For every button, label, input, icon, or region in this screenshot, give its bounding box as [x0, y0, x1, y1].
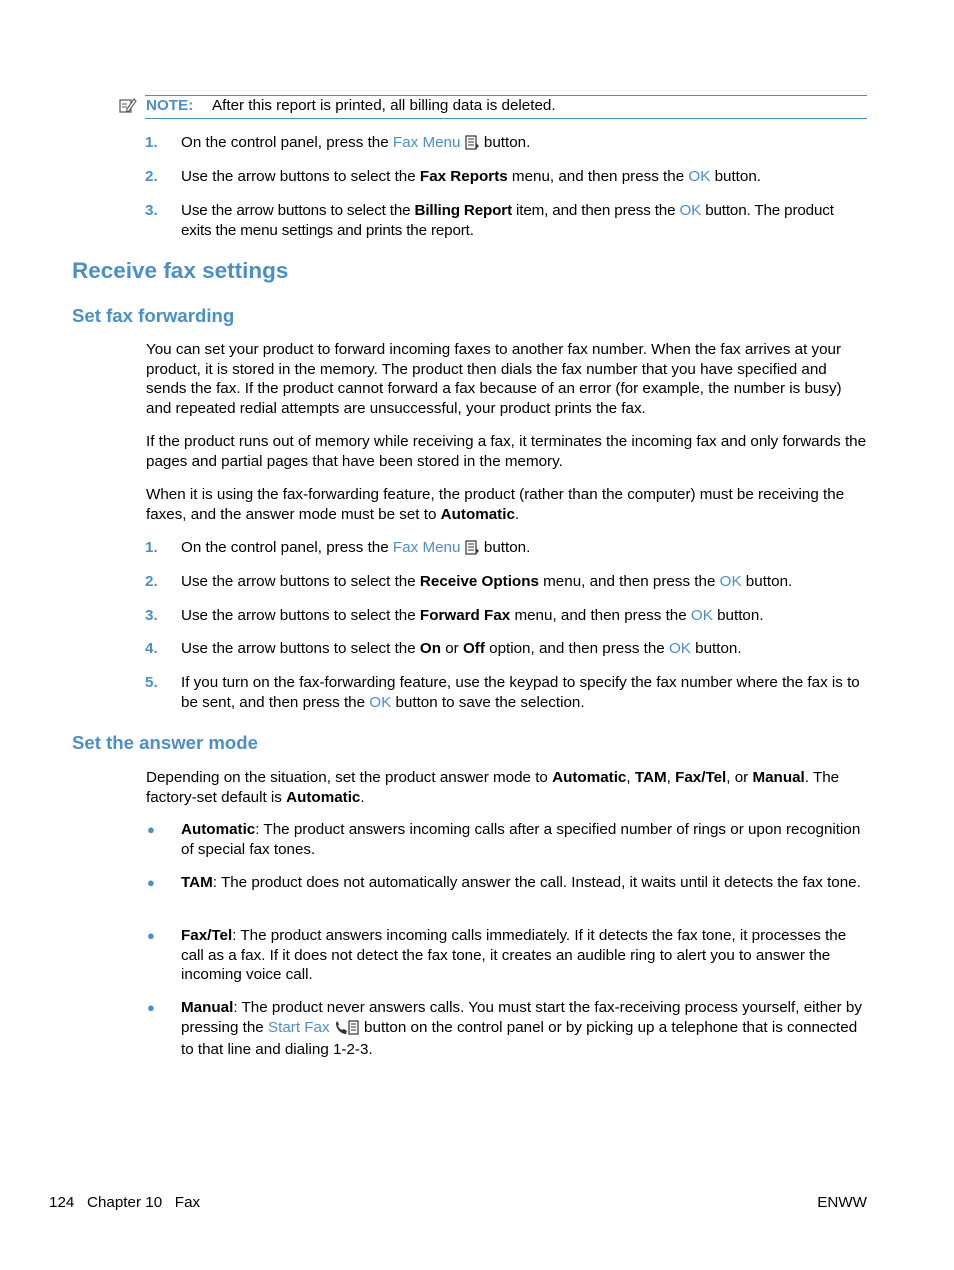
option-off: Off: [462, 640, 485, 657]
step-text: If you turn on the fax-forwarding feature, use the keypad to specify the fax number where the fax is to be sent, and then press the: [181, 674, 860, 711]
step-text-mid: menu, and then press the: [538, 573, 720, 590]
menu-name: Forward Fax: [419, 607, 511, 624]
menu-name: Fax Reports: [419, 168, 508, 185]
menu-name: Billing Report: [414, 202, 512, 219]
step-text: Use the arrow buttons to select the: [181, 573, 420, 590]
step-text: Use the arrow buttons to select the: [181, 202, 415, 219]
para-text-end: .: [514, 505, 520, 523]
start-fax-icon: [334, 1020, 360, 1041]
forward-step-4: [145, 639, 867, 659]
bullet-term: TAM: [181, 874, 213, 891]
forward-step-5: [145, 673, 867, 712]
step-text: On the control panel, press the: [181, 134, 393, 151]
step-text: On the control panel, press the: [181, 539, 393, 556]
step-text-end: button.: [712, 607, 764, 624]
fax-menu-icon: [465, 135, 480, 156]
forwarding-para-1: You can set your product to forward incoming faxes to another fax number. When the fax arrives at your product, it is stored in the memory. The product then dials the fax number that you have specified and sends the fax. If the product cannot forward a fax because of an error (for example, the number is busy) and repeated redial attempts are unsuccessful, your product prints the fax.: [146, 341, 842, 417]
step-text-end: button.: [479, 134, 531, 151]
bullet-tam: [145, 873, 867, 893]
step-text: Use the arrow buttons to select the: [181, 168, 420, 185]
note-pencil-icon: [119, 97, 137, 120]
step-number: 2.: [145, 168, 158, 185]
bullet-dot: ●: [147, 1000, 155, 1015]
ok-link: OK: [369, 693, 392, 711]
step-number: 1.: [145, 134, 158, 151]
menu-name: Receive Options: [419, 573, 539, 590]
start-fax-link: Start Fax: [267, 1018, 330, 1036]
heading-receive-fax-settings: Receive fax settings: [72, 258, 289, 283]
step-number: 5.: [145, 674, 158, 691]
step-number: 3.: [145, 607, 158, 624]
forwarding-para-3: [146, 485, 867, 524]
step-text-end: button.: [741, 573, 793, 590]
sep: ,: [666, 769, 676, 786]
step-number: 1.: [145, 539, 158, 556]
billing-step-3: [145, 201, 867, 240]
bullet-manual: [145, 998, 867, 1060]
para-text: When it is using the fax-forwarding feature, the product (rather than the computer) must be receiving the faxes, and the answer mode must be set to: [146, 486, 845, 523]
mode-name: Automatic: [440, 505, 515, 523]
step-text-mid: option, and then press the: [484, 640, 669, 657]
bullet-fax-tel: [145, 926, 867, 985]
heading-set-answer-mode: Set the answer mode: [72, 732, 258, 753]
note-label: NOTE:: [146, 97, 194, 114]
ok-link: OK: [679, 202, 702, 219]
forward-step-2: [145, 572, 867, 592]
bullet-dot: ●: [147, 928, 155, 943]
bullet-term: Automatic: [181, 821, 256, 838]
billing-step-2: [145, 167, 867, 187]
ok-link: OK: [690, 607, 713, 624]
fax-menu-link: Fax Menu: [392, 134, 461, 151]
bullet-text: : The product answers incoming calls after a specified number of rings or upon recognition of special fax tones.: [181, 821, 861, 858]
step-text-mid: item, and then press the: [511, 202, 680, 219]
billing-step-1: [145, 133, 867, 156]
option-on: On: [419, 640, 442, 657]
bullet-text: : The product answers incoming calls immediately. If it detects the fax tone, it processes the call as a fax. If it does not detect the fax tone, it creates an audible ring to alert you to answer the incoming voice call.: [181, 927, 847, 983]
bullet-automatic: [145, 820, 867, 859]
step-text-mid: menu, and then press the: [510, 607, 691, 624]
bullet-text: : The product never answers calls. You must start the fax-receiving process yourself, either by pressing the: [181, 999, 862, 1036]
note-text: After this report is printed, all billing data is deleted.: [212, 97, 556, 114]
forwarding-para-2: If the product runs out of memory while receiving a fax, it terminates the incoming fax and only forwards the pages and partial pages that have been stored in the memory.: [146, 433, 867, 470]
intro-text: Depending on the situation, set the product answer mode to: [146, 769, 553, 786]
sep: , or: [726, 769, 753, 786]
step-text-end: button.: [479, 539, 531, 556]
heading-set-fax-forwarding: Set fax forwarding: [72, 305, 235, 326]
page-footer-left: 124 Chapter 10 Fax: [49, 1194, 201, 1211]
step-number: 4.: [145, 640, 158, 657]
step-text-end: button to save the selection.: [391, 693, 585, 711]
bullet-dot: ●: [147, 875, 155, 890]
intro-text-end: .: [360, 788, 365, 806]
note-rule-bottom: [145, 118, 867, 119]
page-footer-right: ENWW: [817, 1194, 867, 1211]
sep: ,: [626, 769, 635, 786]
bullet-text: : The product does not automatically answer the call. Instead, it waits until it detects the fax tone.: [212, 874, 861, 891]
ok-link: OK: [688, 168, 711, 185]
forward-step-1: [145, 538, 867, 561]
step-text: Use the arrow buttons to select the: [181, 607, 420, 624]
step-text-end: button. The product exits the menu settings and prints the report.: [181, 202, 834, 239]
step-text: Use the arrow buttons to select the: [181, 640, 420, 657]
forward-step-3: [145, 606, 867, 626]
mode-fax-tel: Fax/Tel: [675, 769, 727, 786]
step-number: 3.: [145, 202, 158, 219]
fax-menu-link: Fax Menu: [392, 539, 461, 556]
step-text-end: button.: [710, 168, 762, 185]
fax-menu-icon: [465, 540, 480, 561]
ok-link: OK: [668, 640, 691, 657]
mode-tam: TAM: [634, 769, 667, 786]
bullet-text-end: button on the control panel or by picking up a telephone that is connected to that line and dialing 1-2-3.: [181, 1018, 858, 1058]
bullet-term: Fax/Tel: [181, 927, 233, 944]
ok-link: OK: [719, 573, 742, 590]
step-text-or: or: [441, 640, 463, 657]
mode-automatic: Automatic: [552, 769, 627, 786]
bullet-dot: ●: [147, 822, 155, 837]
step-number: 2.: [145, 573, 158, 590]
intro-text-mid: . The factory-set default is: [146, 769, 840, 806]
bullet-term: Manual: [181, 999, 234, 1016]
step-text-end: button.: [690, 640, 742, 657]
answer-intro: [146, 768, 867, 807]
mode-automatic-default: Automatic: [286, 788, 361, 806]
step-text-mid: menu, and then press the: [507, 168, 689, 185]
mode-manual: Manual: [752, 769, 805, 786]
